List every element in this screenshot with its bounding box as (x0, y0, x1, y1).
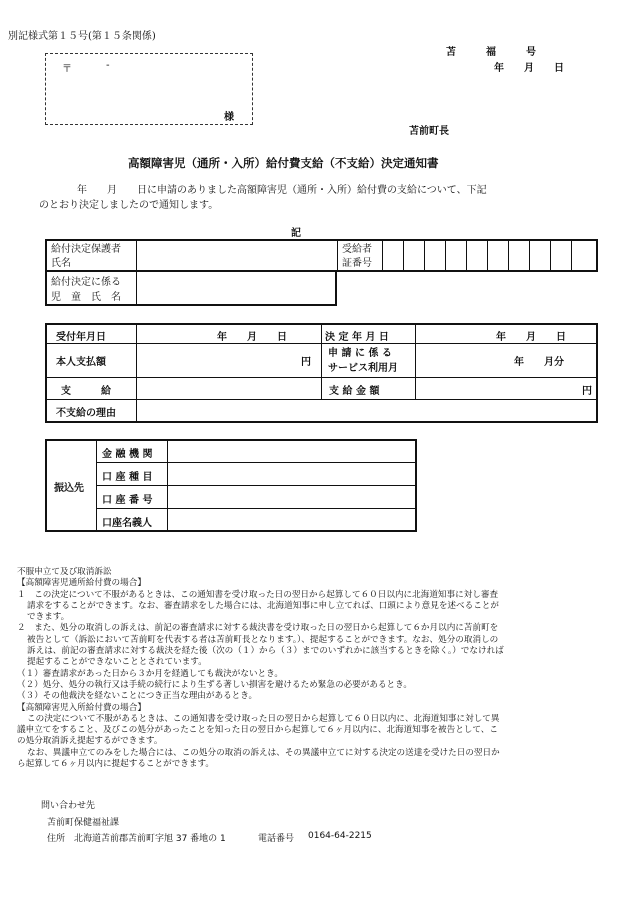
note-line: １ この決定について不服があるときは、この通知書を受け取った日の翌日から起算して６０日以内に北海道知事に対し審査 (17, 589, 499, 600)
service-month-label-2: サービス利用月 (328, 363, 398, 374)
contact-department: 苫前町保健福祉課 (47, 818, 120, 828)
note-line: なお、異議申立てのみをした場合には、この処分の取消の訴えは、その異議申立てに対する決定の送達を受けた日の翌日か (27, 747, 500, 758)
ki-heading: 記 (291, 228, 301, 239)
decision-date-label: 決 定 年 月 日 (325, 332, 389, 343)
contact-address: 北海道苫前郡苫前町字旭 37 番地の 1 (74, 834, 226, 844)
postal-mark: 〒 (62, 64, 72, 75)
postal-dash: - (106, 60, 110, 71)
payment-label: 支 給 (61, 386, 111, 397)
note-line: （１）審査請求があった日から３か月を経過しても裁決がないとき。 (17, 668, 283, 679)
bank-label: 金 融 機 関 (102, 449, 153, 460)
account-type-label: 口 座 種 目 (102, 472, 153, 483)
self-pay-unit: 円 (301, 357, 311, 368)
form-reference: 別記様式第１５号(第１５条関係) (8, 31, 156, 42)
note-line: ２ また、処分の取消しの訴えは、前記の審査請求に対する裁決書を受け取った日の翌日から起算して６か月以内に苫前町を (17, 623, 499, 634)
decision-date-value: 年 月 日 (496, 332, 566, 343)
note-line: 提起することができないこととされています。 (27, 657, 207, 668)
note-line: （３）その他裁決を経ないことにつき正当な理由があるとき。 (17, 691, 258, 702)
appeal-notes (17, 567, 617, 770)
note-line: の処分取消訴え提起するができます。 (17, 736, 163, 747)
note-line: ら起算して６ヶ月以内に提起することができます。 (17, 759, 214, 770)
received-date-value: 年 月 日 (217, 332, 287, 343)
note-line: 訴えは、前記の審査請求に対する裁決を経た後（次の（１）から（３）までのいずれかに該当するときを除く。）でなければ (27, 646, 504, 657)
amount-unit: 円 (582, 386, 592, 397)
child-label-1: 給付決定に係る (51, 277, 121, 288)
refusal-reason-label: 不支給の理由 (56, 408, 116, 419)
child-row (45, 270, 337, 306)
guardian-row (45, 239, 598, 272)
transfer-table (45, 439, 417, 532)
received-date-label: 受付年月日 (56, 332, 106, 343)
document-title: 高額障害児（通所・入所）給付費支給（不支給）決定通知書 (128, 156, 439, 170)
note-line: この決定について不服があるときは、この通知書を受け取った日の翌日から起算して６０日以内に、北海道知事に対して異 (27, 713, 500, 724)
notes-heading: 不服申立て及び取消訴訟 (17, 567, 112, 577)
notes-section-2-title: 【高額障害児入所給付費の場合】 (17, 702, 146, 713)
account-number-label: 口 座 番 号 (102, 495, 153, 506)
note-line: できます。 (27, 612, 70, 623)
guardian-label-2: 氏名 (51, 258, 71, 269)
honorific: 様 (224, 112, 234, 123)
recipient-label-1: 受給者 (342, 244, 372, 255)
note-line: 議申立てをすること、及びこの処分があったことを知った日の翌日から起算して６ヶ月以内に、北海道知事を被告として、こ (17, 725, 498, 736)
note-line: 被告として（訴訟において苫前町を代表する者は苫前町長となります。）、提起することができます。なお、処分の取消しの (27, 634, 499, 645)
guardian-label-1: 給付決定保護者 (51, 244, 121, 255)
transfer-label: 振込先 (54, 483, 84, 494)
child-label-2: 児 童 氏 名 (51, 292, 121, 303)
contact-phone: 0164-64-2215 (308, 831, 372, 841)
service-month-value: 年 月分 (514, 357, 564, 368)
amount-label: 支 給 金 額 (329, 386, 380, 397)
account-holder-label: 口座名義人 (102, 518, 152, 529)
self-pay-label: 本人支払額 (56, 357, 106, 368)
issue-date: 年 月 日 (494, 63, 564, 74)
contact-address-label: 住所 (47, 834, 66, 844)
note-line: 請求をすることができます。なお、審査請求をした場合には、北海道知事に申し立てれば、口頭により意見を述べることが (27, 600, 499, 611)
address-box (45, 53, 253, 125)
service-month-label-1: 申 請 に 係 る (328, 348, 392, 359)
notes-section-1-title: 【高額障害児通所給付費の場合】 (17, 578, 146, 589)
issuer-name: 苫前町長 (409, 126, 449, 137)
note-line: （２）処分、処分の執行又は手続の続行により生ずる著しい損害を避けるため緊急の必要があるとき。 (17, 679, 412, 690)
decision-table (45, 323, 598, 423)
recipient-label-2: 証番号 (342, 258, 372, 269)
intro-line-1: 年 月 日に申請のありました高額障害児（通所・入所）給付費の支給について、下記 (77, 185, 487, 196)
contact-phone-label: 電話番号 (258, 834, 295, 844)
contact-heading: 問い合わせ先 (41, 801, 96, 811)
document-number: 苫 福 号 (446, 47, 536, 58)
intro-line-2: のとおり決定しましたので通知します。 (39, 200, 219, 211)
